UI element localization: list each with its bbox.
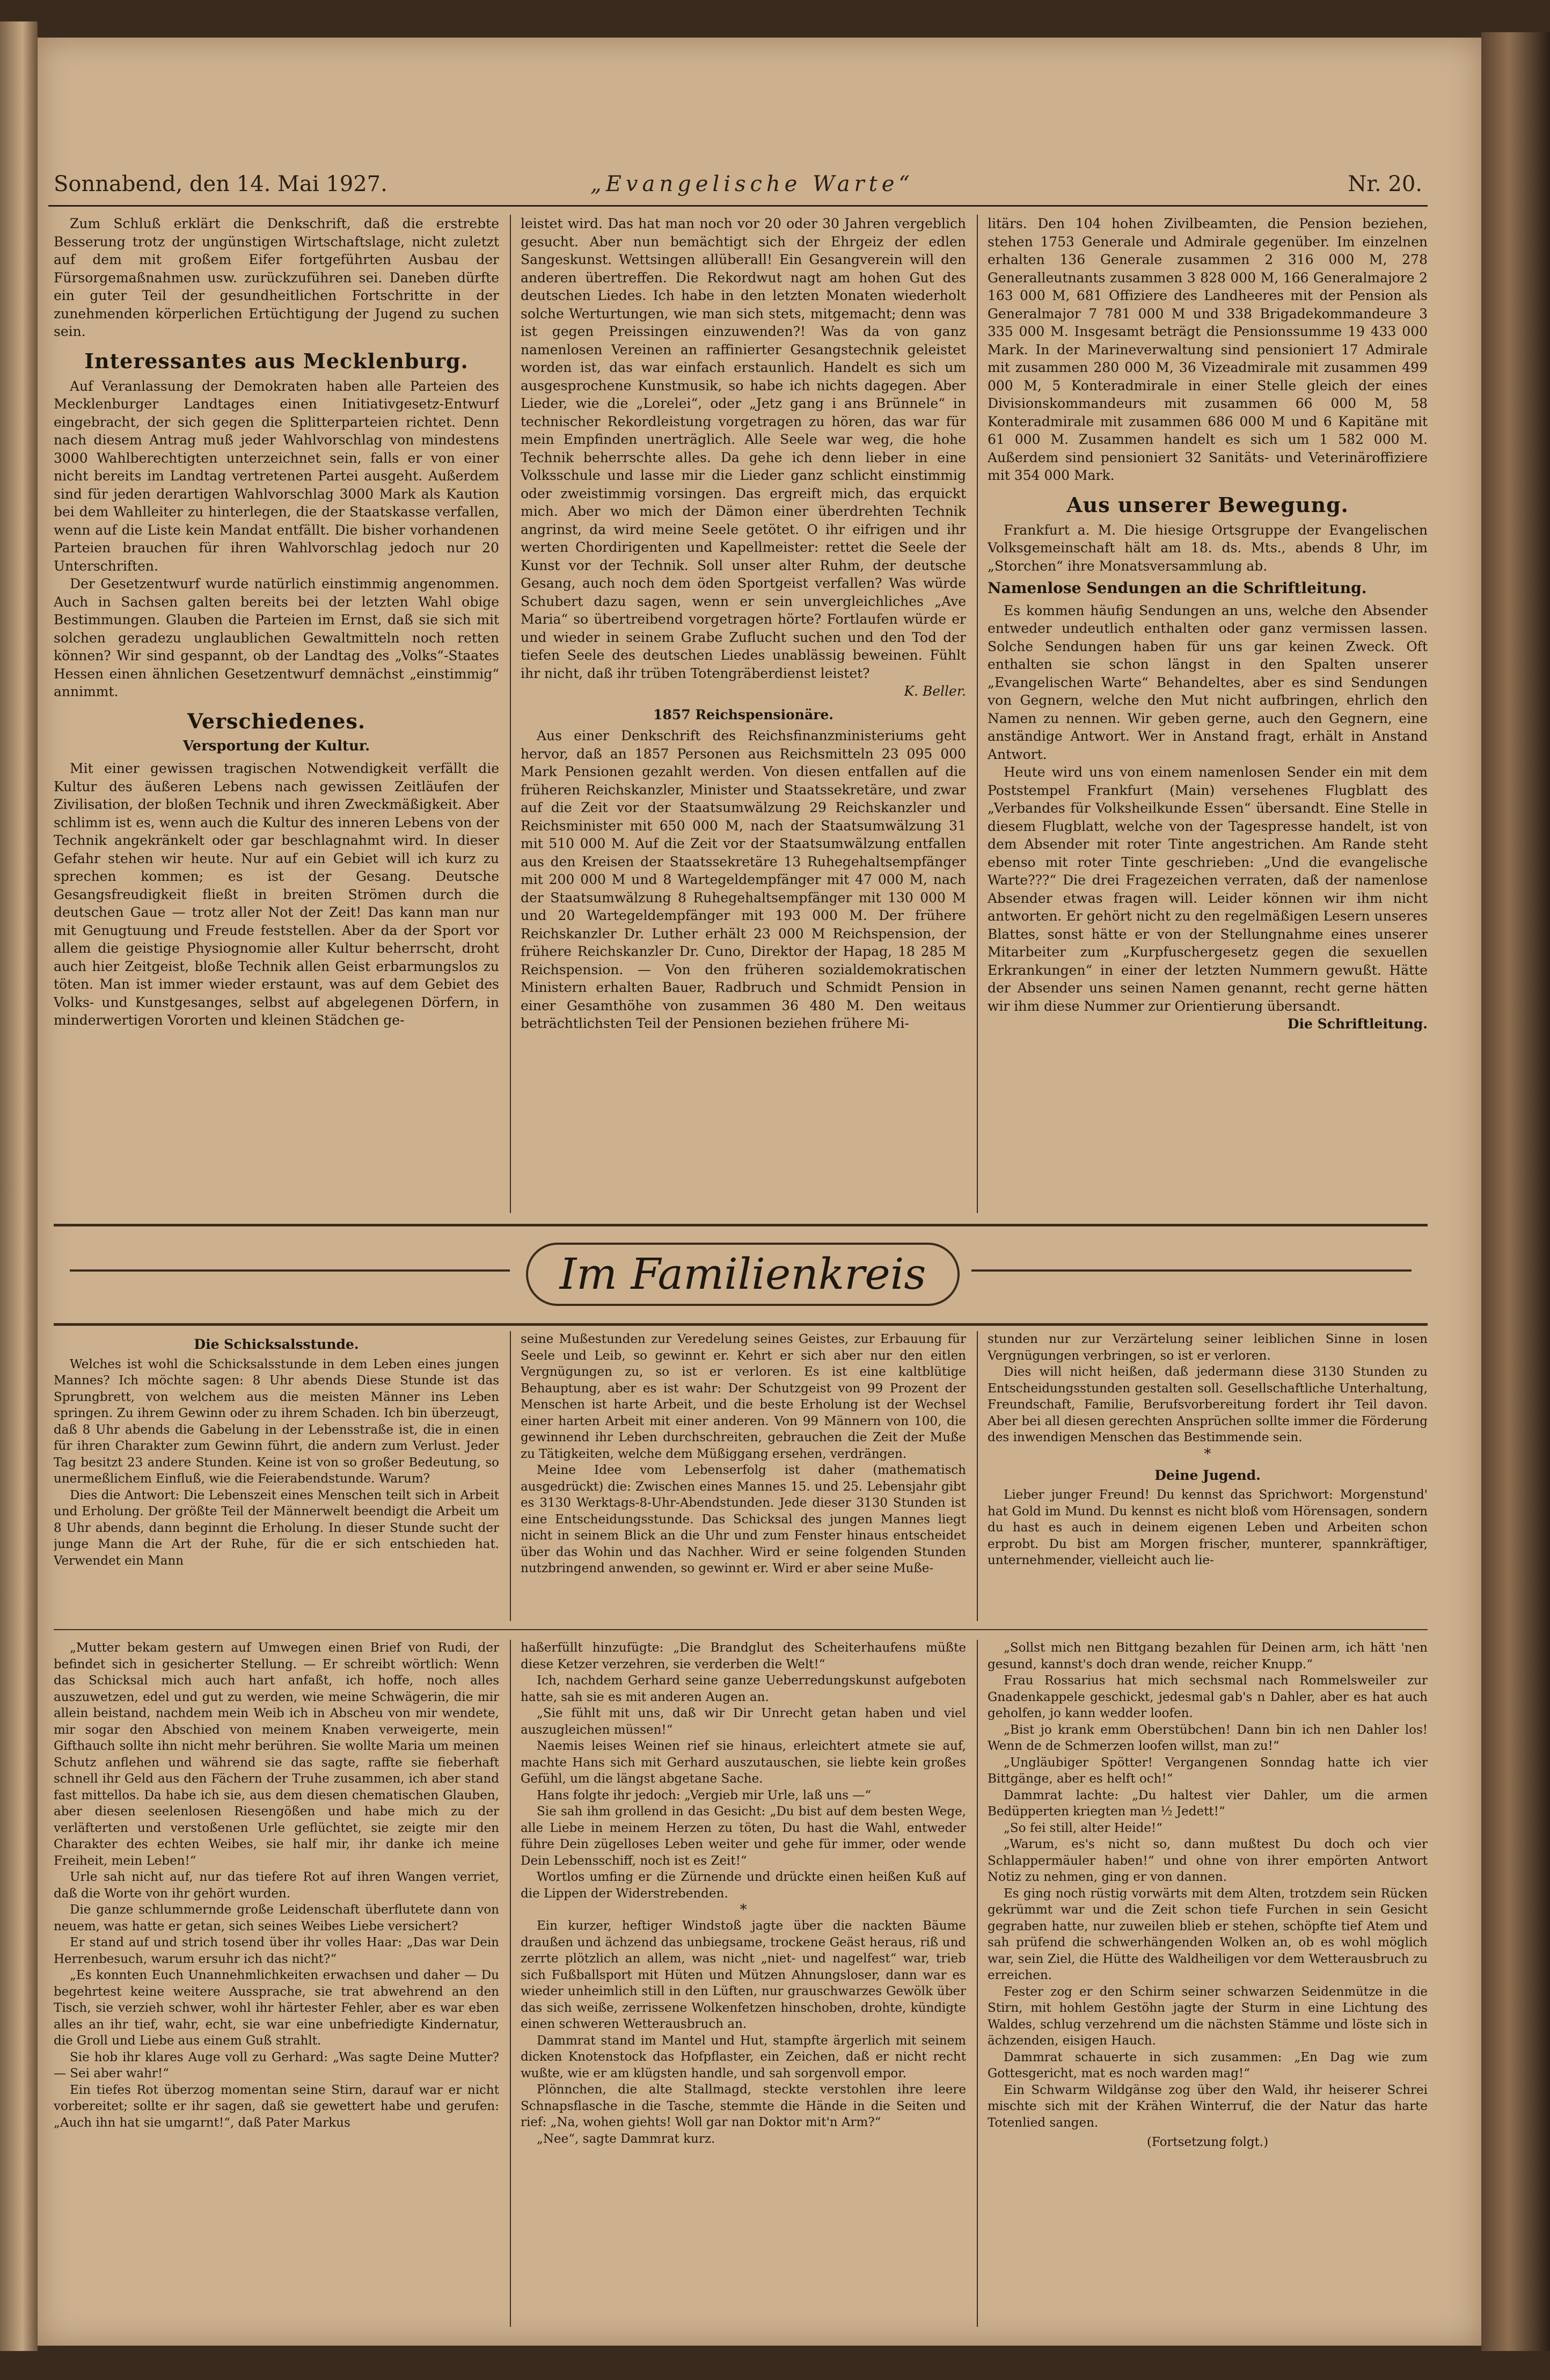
header-date: Sonnabend, den 14. Mai 1927. <box>54 172 388 196</box>
heading-mecklenburg: Interessantes aus Mecklenburg. <box>84 348 469 373</box>
column-3 <box>988 215 1428 1208</box>
family1-p1: Welches ist wohl die Schicksalsstunde in dem Leben eines jungen Mannes? Ich möchte sagen: 8 Uhr abends Diese Stunde ist das Sprungbrett, von welchem aus die meisten Männer ins Leben springen. Zu ihrem Gewinn oder zu ihrem Schaden. Ich bin überzeugt, daß 8 Uhr abends die Gabelung in der Lebensstraße ist, die in einen für ihren Charakter zum Gewinn führt, die andern zum Verlust. Jeder Tag besitzt 23 andere Stunden. Keine ist von so großer Bedeutung, so unermeßlichem Einfluß, wie die Feierabendstunde. Warum? <box>54 1357 499 1486</box>
family1-p2: Dies die Antwort: Die Lebenszeit eines Menschen teilt sich in Arbeit und Erholung. Der größte Teil der Männerwelt beendigt die Arbeit um 8 Uhr abends, dann beginnt die Erholung. In dieser Stunde sucht der junge Mann die Art der Ruhe, für die er sich entschieden hat. Verwendet ein Mann <box>54 1488 499 1568</box>
story2-p11: „Nee“, sagte Dammrat kurz. <box>537 2131 715 2146</box>
heading-verschiedenes: Verschiedenes. <box>187 709 366 733</box>
story2-p2: Ich, nachdem Gerhard seine ganze Ueberredungskunst aufgeboten hatte, sah sie es mit anderen Augen an. <box>521 1674 966 1704</box>
story3-p7: „Warum, es's nicht so, dann mußtest Du doch och vier Schlappermäuler haben!“ und ohne von ihrer empörten Antwort Notiz zu nehmen, ging er von dannen. <box>988 1837 1428 1884</box>
col2-p1: leistet wird. Das hat man noch vor 20 oder 30 Jahren vergeblich gesucht. Aber nun bemächtigt sich der Ehrgeiz der edlen Sangeskunst. Wettsingen allüberall! Ein Gesangverein will den anderen übertreffen. Die Rekordwut nagt am hohen Gut des deutschen Liedes. Ich habe in den letzten Monaten wiederholt solche Werturtungen, wie man sich stets, mitgemacht; denn was ist gegen Preissingen einzuwenden?! Was da von ganz namenlosen Vereinen an raffinierter Gesangstechnik geleistet worden ist, das war einfach erstaunlich. Handelt es sich um ausgesprochene Kunstmusik, so habe ich nichts dagegen. Aber Lieder, wie die „Lorelei“, oder „Jetz gang i ans Brünnele“ in technischer Rekordleistung vorgetragen zu hören, das war für mein Empfinden unerträglich. Alle Seele war weg, die hohe Technik beherrschte alles. Da gehe ich denn lieber in eine Volksschule und lasse mir die Lieder ganz schlicht einstimmig oder zweistimmig vorsingen. Das ergreift mich, das erquickt mich. Aber wo mich der Dämon einer überdrehten Technik angrinst, da wird meine Seele getötet. O ihr eifrigen und ihr werten Chordirigenten und Kapellmeister: rettet die Seele der Kunst vor der Technik. Soll unser alter Ruhm, der deutsche Gesang, auch noch dem öden Sportgeist verfallen? Was würde Schubert dazu sagen, wenn er sein unvergleichliches „Ave Maria“ so übertreibend vorgetragen hörte? Fortlaufen würde er und wieder in seinem Grabe Zuflucht suchen und den Tod der tiefen Seele des deutschen Liedes unablässig beweinen. Fühlt ihr nicht, daß ihr trüben Totengräberdienst leistet? <box>521 216 966 681</box>
family3-p3: Lieber junger Freund! Du kennst das Sprichwort: Morgenstund' hat Gold im Mund. Du kennst es nicht bloß vom Hörensagen, sondern du hast es auch in deinem eigenen Leben und Arbeiten schon erprobt. Du bist am Morgen frischer, munterer, spannkräftiger, unternehmender, vielleicht auch lie- <box>988 1488 1428 1567</box>
story-column-2 <box>521 1640 966 2327</box>
story-rule-1 <box>510 1640 511 2327</box>
family-rule-2 <box>977 1331 978 1621</box>
story3-p4: „Ungläubiger Spötter! Vergangenen Sonndag hatte ich vier Bittgänge, aber es helft och!“ <box>988 1755 1428 1786</box>
story-rule-2 <box>977 1640 978 2327</box>
col1-p2: Der Gesetzentwurf wurde natürlich einstimmig angenommen. Auch in Sachsen galten bereits bei der letzten Wahl obige Bestimmungen. Glauben die Parteien im Ernst, daß sie sich mit solchen geradezu unglaublichen Gewaltmitteln noch retten können? Wir sind gespannt, ob der Landtag des „Volks“-Staates Hessen einen ähnlichen Gesetzentwurf demnächst „einstimmig“ annimmt. <box>54 576 499 699</box>
heading-bewegung: Aus unserer Bewegung. <box>1066 492 1349 517</box>
header-issue: Nr. 20. <box>1348 172 1422 196</box>
story1-p7: Ein tiefes Rot überzog momentan seine Stirn, darauf war er nicht vorbereitet; sollte er ihr sagen, daß sie gewettert habe und gerufen: „Auch ihn hat sie umgarnt!“, daß Pater Markus <box>54 2083 499 2130</box>
story3-p10: Dammrat schauerte in sich zusammen: „En Dag wie zum Gottesgericht, mat es noch warden mag!“ <box>988 2050 1428 2080</box>
story2-p8: Ein kurzer, heftiger Windstoß jagte über die nackten Bäume draußen und ächzend das unbiegsame, trockene Geäst heraus, riß und zerrte plötzlich an allem, was nicht „niet- und nagelfest“ war, trieb sich Fußballsport mit Hüten und Mützen Ahnungsloser, dann war es wieder unheimlich still in den Lüften, nur grauschwarzes Gewölk über das sich weiße, zerrissene Wolkenfetzen hinschoben, drohte, kündigte einen schweren Wetterausbruch an. <box>521 1919 966 2031</box>
family-column-3 <box>988 1331 1428 1621</box>
newspaper-page <box>38 38 1481 2346</box>
col1-p1: Auf Veranlassung der Demokraten haben alle Parteien des Mecklenburger Landtages einen Initiativgesetz-Entwurf eingebracht, der sich gegen die Splitterparteien richtet. Denn nach diesem Antrag muß jeder Wahlvorschlag von mindestens 3000 Wahlberechtigten unterzeichnet sein, falls er von einer nicht bereits im Landtag vertretenen Partei ausgeht. Außerdem sind für jeden derartigen Wahlvorschlag 3000 Mark als Kaution bei dem Wahlleiter zu hinterlegen, die der Staatskasse verfallen, wenn auf die Liste kein Mandat entfällt. Die bisher vorhandenen Parteien brauchen für ihren Wahlvorschlag jedoch nur 20 Unterschriften. <box>54 378 499 574</box>
story-column-3 <box>988 1640 1428 2327</box>
heading-schicksalsstunde: Die Schicksalsstunde. <box>194 1337 359 1352</box>
story2-p10: Plönnchen, die alte Stallmagd, steckte verstohlen ihre leere Schnapsflasche in die Tasche, stemmte die Hände in die Seiten und rief: „Na, wohen giehts! Woll gar nan Doktor mit'n Arm?“ <box>521 2083 966 2129</box>
heading-namenlose-sendungen: Namenlose Sendungen an die Schriftleitung. <box>988 579 1367 597</box>
heading-reichspensionaere: 1857 Reichspensionäre. <box>653 706 834 722</box>
banner-frame <box>526 1243 960 1306</box>
story1-p4: Er stand auf und strich tosend über ihr volles Haar: „Das war Dein Herrenbesuch, warum ersuhr ich das nicht?“ <box>54 1936 499 1966</box>
story3-p8: Es ging noch rüstig vorwärts mit dem Alten, trotzdem sein Rücken gekrümmt war und die Zeit schon tiefe Furchen in sein Gesicht gegraben hatte, nur zuweilen blieb er stehen, schöpfte tief Atem und sah prüfend die schwerhängenden Wolken an, ob es wohl möglich war, sein Ziel, die Hütte des Waldheiligen vor dem Wetterausbruch zu erreichen. <box>988 1886 1428 1982</box>
story1-p6: Sie hob ihr klares Auge voll zu Gerhard: „Was sagte Deine Mutter? — Sei aber wahr!“ <box>54 2050 499 2080</box>
family2-p2: Meine Idee vom Lebenserfolg ist daher (mathematisch ausgedrückt) die: Zwischen eines Mannes 15. und 25. Lebensjahr gibt es 3130 Werktags-8-Uhr-Abendstunden. Jede dieser 3130 Stunden ist eine Entscheidungsstunde. Das Schicksal des jungen Mannes liegt nicht in seinem Blick an die Uhr und zum Fenster hinaus entscheidet über das Wohin und das Nachher. Wird er seine folgenden Stunden nutzbringend anwenden, so gewinnt er. Wird er aber seine Muße- <box>521 1463 966 1575</box>
family3-p2: Dies will nicht heißen, daß jedermann diese 3130 Stunden zu Entscheidungsstunden gestalten soll. Gesellschaftliche Unterhaltung, Freundschaft, Familie, Berufsvorbereitung fordert ihr Teil davon. Aber bei all diesen gerechten Ansprüchen sollte immer die Förderung des inwendigen Menschen das Bestimmende sein. <box>988 1365 1428 1444</box>
col3-signature: Die Schriftleitung. <box>1287 1016 1428 1032</box>
story2-p7: Wortlos umfing er die Zürnende und drückte einen heißen Kuß auf die Lippen der Widerstrebenden. <box>521 1870 966 1901</box>
story1-p3: Die ganze schlummernde große Leidenschaft überflutete dann von neuem, was hatte er getan, sich seines Weibes Liebe versichert? <box>54 1903 499 1933</box>
familienkreis-banner <box>54 1224 1428 1326</box>
col3-p4: Heute wird uns von einem namenlosen Sender ein mit dem Poststempel Frankfurt (Main) versehenes Flugblatt des „Verbandes für Volksheilkunde Essen“ übersandt. Eine Stelle in diesem Flugblatt, welche von der Tagespresse handelt, ist von dem Absender mit roter Tinte angestrichen. Am Rande steht ebenso mit roter Tinte geschrieben: „Und die evangelische Warte???“ Die drei Fragezeichen verraten, daß der namenlose Absender etwas fragen will. Leider können wir ihm nicht antworten. Er gehört nicht zu den regelmäßigen Lesern unseres Blattes, sonst hätte er von der Stellungnahme eines unserer Mitarbeiter zum „Kurpfuschergesetz gegen die sexuellen Erkrankungen“ in einer der letzten Nummern gewußt. Hätte der Absender uns seinen Namen genannt, recht gerne hätten wir ihm diese Nummer zur Orientierung übersandt. <box>988 764 1428 1014</box>
family-column-2 <box>521 1331 966 1621</box>
story3-p5: Dammrat lachte: „Du haltest vier Dahler, um die armen Bedüpperten kriegten man ½ Jedett!“ <box>988 1788 1428 1819</box>
family-column-1 <box>54 1331 499 1621</box>
column-2 <box>521 215 966 1208</box>
right-book-edge <box>1481 32 1550 2351</box>
col1-p3: Mit einer gewissen tragischen Notwendigkeit verfällt die Kultur des äußeren Lebens nach gewissen Zeitläufen der Zivilisation, der bloßen Technik und ihren Zweckmäßigkeit. Aber schlimm ist es, wenn auch die Kultur des inneren Lebens von der Technik angekränkelt oder gar beschlagnahmt wird. In dieser Gefahr stehen wir heute. Nur auf ein Gebiet will ich kurz zu sprechen kommen; es ist der Gesang. Deutsche Gesangsfreudigkeit fließt in breiten Strömen durch die deutschen Gaue — trotz aller Not der Zeit! Das kann man nur mit Genugtuung und Freude feststellen. Aber da der Sport vor allem die geistige Physiognomie aller Kultur beherrscht, droht auch hier Zeitgeist, bloße Technik allen Geist erbarmungslos zu töten. Man ist immer wieder erstaunt, was auf dem Gebiet des Volks- und Kunstgesanges, selbst auf abgelegenen Dörfern, in minderwertigen Vororten und kleinen Städchen ge- <box>54 761 499 1028</box>
story-column-1 <box>54 1640 499 2327</box>
col3-p3: Es kommen häufig Sendungen an uns, welche den Absender entweder undeutlich enthalten oder ganz vermissen lassen. Solche Sendungen haben für uns gar keinen Zweck. Oft enthalten sie schon längst in den Spalten unserer „Evangelischen Warte“ Behandeltes, aber es sind Sendungen von Gegnern, welche den Mut nicht aufbringen, ehrlich den Namen zu nennen. Wir geben gerne, auch den Gegnern, eine anständige Antwort. Wer in Anstand fragt, erhält in Anstand Antwort. <box>988 602 1428 762</box>
column-1 <box>54 215 499 1208</box>
banner-ornament-right <box>971 1269 1412 1272</box>
heading-deine-jugend: Deine Jugend. <box>1154 1467 1261 1483</box>
banner-ornament-left <box>70 1269 510 1272</box>
col3-p2: Frankfurt a. M. Die hiesige Ortsgruppe der Evangelischen Volksgemeinschaft hält am 18. ds. Mts., abends 8 Uhr, im „Storchen“ ihre Monatsversammlung ab. <box>988 522 1428 574</box>
story1-p1: „Mutter bekam gestern auf Umwegen einen Brief von Rudi, der befindet sich in gesicherter Stellung. — Er schreibt wörtlich: Wenn das Schicksal mich auch hart anfaßt, ich hoffe, noch alles auszuwetzen, edel und gut zu werden, wie meine Schwägerin, die mir allein beistand, nachdem mein Weib ich in Abscheu von mir wendete, mir sogar den Abschied von meinem Knaben verweigerte, mein Gifthauch sollte ihn nicht mehr berühren. Sie wollte Maria um meinen Schutz anflehen und während sie das sagte, raffte sie fieberhaft schnell ihr Geld aus den Fächern der Truhe zusammen, ich aber stand fast mittellos. Da habe ich sie, aus dem diesen chematischen Glauben, aber diesen seelenlosen Riesengößen und habe mich zu der verläfterten und verstoßenen Urle geflüchtet, sie zeigte mir den Charakter des echten Weibes, sie half mir, ihr danke ich meine Freiheit, mein Leben!“ <box>54 1641 499 1868</box>
left-page-edge <box>0 21 38 2351</box>
story1-p2: Urle sah nicht auf, nur das tiefere Rot auf ihren Wangen verriet, daß die Worte von ihr gehört wurden. <box>54 1870 499 1901</box>
column-rule-2 <box>977 215 978 1213</box>
family3-p1: stunden nur zur Verzärtelung seiner leiblichen Sinne in losen Vergnügungen verbringen, so ist er verloren. <box>988 1332 1428 1363</box>
page-header <box>48 172 1422 204</box>
story2-p5: Hans folgte ihr jedoch: „Vergieb mir Urle, laß uns —“ <box>537 1788 872 1802</box>
story1-p5: „Es konnten Euch Unannehmlichkeiten erwachsen und daher — Du begehrtest keine weitere Aussprache, sie trat abwehrend an den Tisch, sie verzieh schwer, wohl ihr härtester Fehler, aber es war eben alles an ihr tief, wahr, echt, sie war eine unbefriedigte Kindernatur, die Groll und Liebe aus einem Guß strahlt. <box>54 1968 499 2048</box>
story-top-rule <box>54 1629 1428 1630</box>
story3-p6: „So fei still, alter Heide!“ <box>1004 1821 1162 1835</box>
header-rule <box>48 205 1428 207</box>
story3-p2: Frau Rossarius hat mich sechsmal nach Rommelsweiler zur Gnadenkappele geschickt, jedesmal gab's n Dahler, aber es hat auch geholfen, jo kann wedder loofen. <box>988 1674 1428 1720</box>
header-title: „Evangelische Warte“ <box>590 172 914 196</box>
story2-p4: Naemis leises Weinen rief sie hinaus, erleichtert atmete sie auf, machte Hans sich mit Gerhard auszutauschen, sie liebte kein großes Gefühl, um die längst abgetane Sache. <box>521 1739 966 1786</box>
story3-p1: „Sollst mich nen Bittgang bezahlen für Deinen arm, ich hätt 'nen gesund, kannst's doch dran wende, reicher Knupp.“ <box>988 1641 1428 1671</box>
subheading-versportung: Versportung der Kultur. <box>182 738 370 754</box>
divider-star: * <box>1204 1445 1211 1462</box>
story2-p9: Dammrat stand im Mantel und Hut, stampfte ärgerlich mit seinem dicken Knotenstock das Hofpflaster, ein Zeichen, daß er nicht recht wußte, wie er am klügsten handle, und sah sorgenvoll empor. <box>521 2033 966 2080</box>
story2-p1: haßerfüllt hinzufügte: „Die Brandglut des Scheiterhaufens müßte diese Ketzer verzehren, sie verderben die Welt!“ <box>521 1641 966 1671</box>
family-rule-1 <box>510 1331 511 1621</box>
story2-p6: Sie sah ihm grollend in das Gesicht: „Du bist auf dem besten Wege, alle Liebe in meinem Herzen zu töten, Du hast die Wahl, entweder führe Dein zügelloses Leben weiter und gehe für immer, oder wende Dein Lebensschiff, noch ist es Zeit!“ <box>521 1805 966 1868</box>
story3-p3: „Bist jo krank emm Oberstübchen! Dann bin ich nen Dahler los! Wenn de de Schmerzen loofen willst, man zu!“ <box>988 1722 1428 1753</box>
continuation-note: (Fortsetzung folgt.) <box>1146 2135 1269 2149</box>
col2-p2: Aus einer Denkschrift des Reichsfinanzministeriums geht hervor, daß an 1857 Personen aus Reichsmitteln 23 095 000 Mark Pensionen gezahlt werden. Von diesen entfallen auf die früheren Reichskanzler, Minister und Staatssekretäre, und zwar auf die Zeit vor der Staatsumwälzung 29 Reichskanzler und Reichsminister mit 650 000 M, nach der Staatsumwälzung 31 mit 510 000 M. Auf die Zeit vor der Staatsumwälzung entfallen aus den Kreisen der Staatssekretäre 13 Ruhegehaltsempfänger mit 200 000 M und 8 Wartegeldempfänger mit 47 000 M, nach der Staatsumwälzung 8 Ruhegehaltsempfänger mit 130 000 M und 20 Wartegeldempfänger mit 193 000 M. Der frühere Reichskanzler Dr. Luther erhält 23 000 M Reichspension, der frühere Reichskanzler Dr. Cuno, Direktor der Hapag, 18 285 M Reichspension. — Von den früheren sozialdemokratischen Ministern erhalten Bauer, Radbruch und Schmidt Pension in einer Gesamthöhe von zusammen 36 480 M. Den weitaus beträchtlichsten Teil der Pensionen beziehen frühere Mi- <box>521 728 966 1031</box>
story2-p3: „Sie fühlt mit uns, daß wir Dir Unrecht getan haben und viel auszugleichen müssen!“ <box>521 1706 966 1737</box>
col1-intro: Zum Schluß erklärt die Denkschrift, daß die erstrebte Besserung trotz der ungünstigen Wirtschaftslage, nicht zuletzt auf dem mit großem Eifer fortgeführten Ausbau der Fürsorgemaßnahmen usw. zurückzuführen sei. Daneben dürfte ein guter Teil der gesundheitlichen Fortschritte in der zunehmenden körperlichen Ertüchtigung der Jugend zu suchen sein. <box>54 216 499 339</box>
story3-p9: Fester zog er den Schirm seiner schwarzen Seidenmütze in die Stirn, mit hohlem Gestöhn jagte der Sturm in eine Lichtung des Waldes, schlug verzehrend um die nächsten Stämme und löste sich in ächzenden, eisigen Hauch. <box>988 1984 1428 2048</box>
banner-title: Im Familienkreis <box>559 1249 926 1299</box>
story3-p11: Ein Schwarm Wildgänse zog über den Wald, ihr heiserer Schrei mischte sich mit der Krähen Winterruf, die der Natur das harte Totenlied sangen. <box>988 2083 1428 2130</box>
family2-p1: seine Mußestunden zur Veredelung seines Geistes, zur Erbauung für Seele und Leib, so gewinnt er. Kehrt er sich aber nur den eitlen Vergnügungen zu, so ist er verloren. Es ist eine kaltblütige Behauptung, aber es ist wahr: Der Schutzgeist von 99 Prozent der Menschen ist harte Arbeit, und die beste Erholung ist der Wechsel einer harten Arbeit mit einer anderen. Von 99 Männern von 100, die gewinnend ihr Leben durchschreiten, gebrauchen die Zeit der Muße zu Tätigkeiten, welche dem Müßiggang ersehen, verdrängen. <box>521 1332 966 1461</box>
story-divider-star: * <box>740 1902 747 1918</box>
col3-p1: litärs. Den 104 hohen Zivilbeamten, die Pension beziehen, stehen 1753 Generale und Admirale gegenüber. Im einzelnen erhalten 136 Generale zusammen 2 316 000 M, 278 Generalleutnants zusammen 3 828 000 M, 166 Generalmajore 2 163 000 M, 681 Offiziere des Landheeres mit der Pension als Generalmajor 7 781 000 M und 338 Brigadekommandeure 3 335 000 M. Insgesamt beträgt die Pensionssumme 19 433 000 Mark. In der Marineverwaltung sind pensioniert 17 Admirale mit zusammen 280 000 M, 36 Vizeadmirale mit zusammen 499 000 M, 5 Konteradmirale in einer Stelle gleich der eines Divisionskommandeurs mit zusammen 66 000 M, 58 Konteradmirale mit zusammen 686 000 M und 6 Kapitäne mit 61 000 M. Zusammen handelt es sich um 1 582 000 M. Außerdem sind pensioniert 32 Sanitäts- und Veterinäroffiziere mit 354 000 Mark. <box>988 216 1428 483</box>
column-rule-1 <box>510 215 511 1213</box>
col2-signature: K. Beller. <box>904 683 966 699</box>
